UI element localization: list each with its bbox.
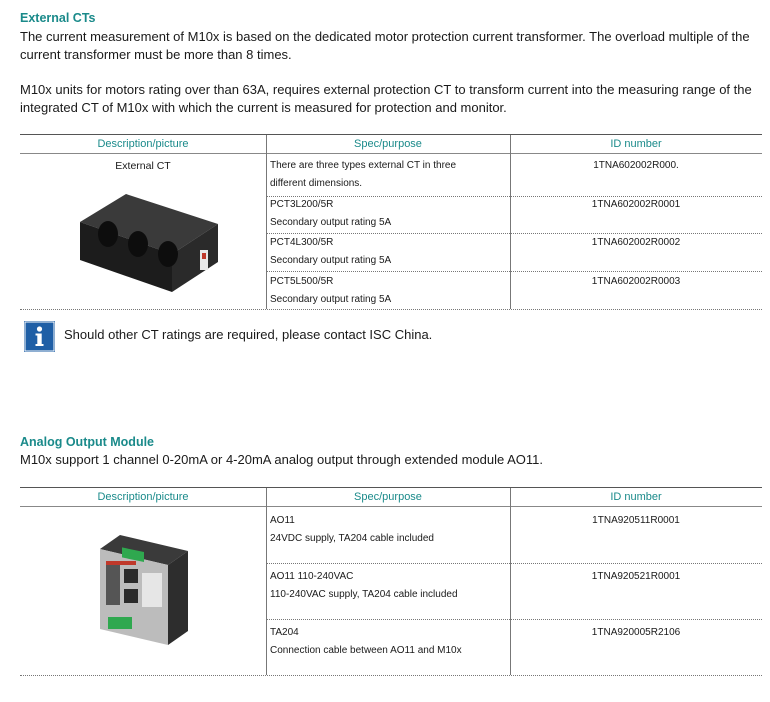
ct-row-4-id: 1TNA602002R0003 — [591, 276, 681, 287]
external-ct-picture — [68, 176, 228, 298]
ao-row-1-spec: AO11 24VDC supply, TA204 cable included — [270, 515, 434, 544]
info-note: Should other CT ratings are required, please contact ISC China. — [64, 327, 433, 342]
external-ct-table — [20, 134, 762, 312]
header-description: Description/picture — [97, 491, 189, 503]
ao-row-2-spec: AO11 110-240VAC 110-240VAC supply, TA204 cable included — [270, 571, 458, 600]
ct-row-3-id: 1TNA602002R0002 — [591, 237, 681, 248]
header-description: Description/picture — [97, 138, 189, 150]
ao11-module-picture — [92, 521, 202, 651]
ct-row-2-id: 1TNA602002R0001 — [591, 199, 681, 210]
external-cts-paragraph-1: The current measurement of M10x is based on the dedicated motor protection current transformer. The overload multiple of the current transformer must be more than 8 times. — [20, 29, 750, 62]
ao-row-3-id: 1TNA920005R2106 — [591, 627, 681, 638]
ct-row-1-id: 1TNA602002R000. — [593, 160, 679, 171]
section-title-analog-output: Analog Output Module — [20, 435, 155, 449]
ct-row-4-spec: PCT5L500/5R Secondary output rating 5A — [270, 276, 392, 305]
table-header — [20, 488, 762, 507]
external-cts-paragraph-2: M10x units for motors rating over than 63A, requires external protection CT to transform current into the measuring range of the integrated CT of M10x with which the current is measured for protection and monitor. — [20, 82, 752, 115]
analog-output-table — [20, 487, 762, 679]
table-header — [20, 135, 762, 154]
ao-row-3-spec: TA204 Connection cable between AO11 and M10x — [270, 627, 462, 656]
external-ct-label: External CT — [115, 160, 171, 172]
analog-output-paragraph: M10x support 1 channel 0-20mA or 4-20mA analog output through extended module AO11. — [20, 452, 543, 467]
info-icon — [24, 321, 55, 352]
ct-row-2-spec: PCT3L200/5R Secondary output rating 5A — [270, 199, 392, 228]
header-id: ID number — [610, 138, 662, 150]
ao-row-2-id: 1TNA920521R0001 — [591, 571, 681, 582]
header-spec: Spec/purpose — [354, 491, 422, 503]
section-title-external-cts: External CTs — [20, 11, 96, 25]
ct-row-3-spec: PCT4L300/5R Secondary output rating 5A — [270, 237, 392, 266]
ct-row-1-spec: There are three types external CT in three different dimensions. — [270, 160, 457, 189]
header-id: ID number — [610, 491, 662, 503]
ao-row-1-id: 1TNA920511R0001 — [592, 515, 680, 526]
header-spec: Spec/purpose — [354, 138, 422, 150]
